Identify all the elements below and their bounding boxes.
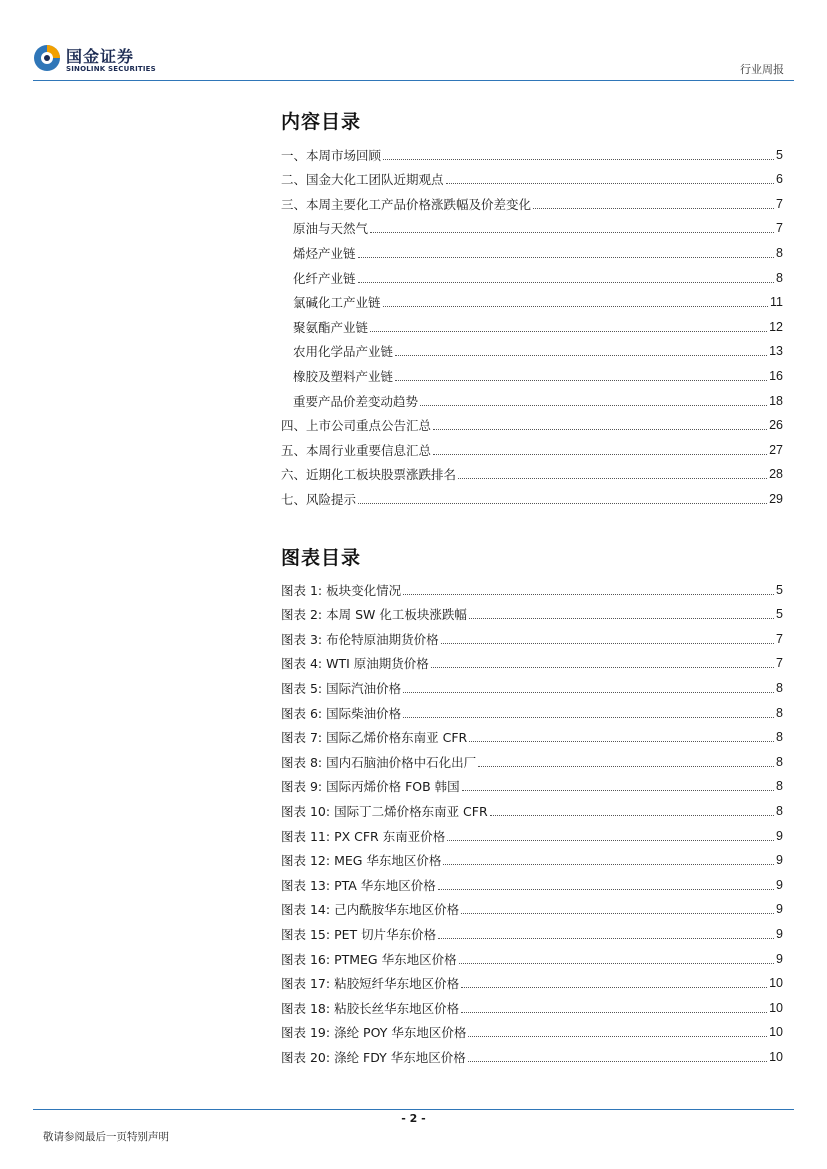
toc-entry-page: 8 <box>776 270 783 285</box>
dot-leader <box>469 740 774 742</box>
figure-entry[interactable] <box>281 794 783 819</box>
figure-entry-label: 图表 11: PX CFR 东南亚价格 <box>281 828 446 844</box>
figure-entry-page: 9 <box>776 853 783 868</box>
toc-entry-page: 12 <box>769 319 783 334</box>
figure-entry[interactable] <box>281 967 783 992</box>
figure-entry-label: 图表 20: 涤纶 FDY 华东地区价格 <box>281 1049 466 1065</box>
dot-leader <box>403 593 774 595</box>
figure-entry-label: 图表 10: 国际丁二烯价格东南亚 CFR <box>281 803 488 819</box>
dot-leader <box>441 642 774 644</box>
figure-entry[interactable] <box>281 942 783 967</box>
dot-leader <box>358 502 767 504</box>
toc-entry-page: 18 <box>769 393 783 408</box>
toc-entry[interactable] <box>281 187 783 212</box>
figure-entry-label: 图表 7: 国际乙烯价格东南亚 CFR <box>281 730 468 746</box>
figure-entry[interactable] <box>281 844 783 869</box>
toc-entry-label: 一、本周市场回顾 <box>281 147 382 163</box>
figure-entry[interactable] <box>281 598 783 623</box>
toc-list <box>281 138 783 507</box>
toc-entry-label: 烯烃产业链 <box>293 245 356 261</box>
figure-entry[interactable] <box>281 671 783 696</box>
figure-entry-label: 图表 2: 本周 SW 化工板块涨跌幅 <box>281 607 467 623</box>
toc-entry[interactable] <box>281 335 783 360</box>
dot-leader <box>478 765 774 767</box>
figure-entry[interactable] <box>281 1016 783 1041</box>
toc-entry-label: 四、上市公司重点公告汇总 <box>281 418 432 434</box>
dot-leader <box>383 158 774 160</box>
figure-entry-page: 9 <box>776 828 783 843</box>
dot-leader <box>370 330 767 332</box>
toc-entry-page: 7 <box>776 196 783 211</box>
dot-leader <box>358 281 775 283</box>
figure-entry[interactable] <box>281 696 783 721</box>
figure-entry-label: 图表 18: 粘胶长丝华东地区价格 <box>281 1000 460 1016</box>
toc-entry-page: 28 <box>769 467 783 482</box>
figures-list <box>281 573 783 1065</box>
figure-entry-label: 图表 8: 国内石脑油价格中石化出厂 <box>281 754 477 770</box>
logo-chinese-name: 国金证券 <box>66 47 135 66</box>
figure-entry-label: 图表 13: PTA 华东地区价格 <box>281 877 436 893</box>
toc-entry-label: 农用化学品产业链 <box>293 344 394 360</box>
figure-entry-label: 图表 1: 板块变化情况 <box>281 582 402 598</box>
figure-entry-page: 7 <box>776 631 783 646</box>
dot-leader <box>403 716 774 718</box>
figure-entry-page: 8 <box>776 705 783 720</box>
disclaimer-text: 敬请参阅最后一页特别声明 <box>43 1131 169 1143</box>
dot-leader <box>433 428 767 430</box>
toc-entry-page: 8 <box>776 245 783 260</box>
dot-leader <box>446 182 775 184</box>
toc-entry-label: 二、国金大化工团队近期观点 <box>281 172 444 188</box>
dot-leader <box>458 477 767 479</box>
figure-entry-page: 10 <box>769 1049 783 1064</box>
report-type-label: 行业周报 <box>740 63 784 76</box>
figure-entry[interactable] <box>281 819 783 844</box>
toc-entry-label: 聚氨酯产业链 <box>293 319 369 335</box>
toc-title: 内容目录 <box>281 111 362 133</box>
figure-entry-page: 10 <box>769 1000 783 1015</box>
toc-entry-label: 原油与天然气 <box>293 221 369 237</box>
dot-leader <box>461 986 767 988</box>
company-logo <box>33 44 158 78</box>
toc-entry-label: 六、近期化工板块股票涨跌排名 <box>281 467 457 483</box>
figure-entry-label: 图表 9: 国际丙烯价格 FOB 韩国 <box>281 779 460 795</box>
figure-entry-label: 图表 17: 粘胶短纤华东地区价格 <box>281 976 460 992</box>
page-number: - 2 - <box>401 1112 426 1125</box>
toc-entry-label: 橡胶及塑料产业链 <box>293 368 394 384</box>
dot-leader <box>533 207 774 209</box>
toc-entry-label: 七、风险提示 <box>281 491 357 507</box>
figure-entry-label: 图表 19: 涤纶 POY 华东地区价格 <box>281 1025 467 1041</box>
dot-leader <box>431 666 774 668</box>
figure-entry[interactable] <box>281 868 783 893</box>
figure-entry-page: 9 <box>776 877 783 892</box>
figure-entry-page: 10 <box>769 1025 783 1040</box>
toc-entry[interactable] <box>281 163 783 188</box>
dot-leader <box>461 912 774 914</box>
figure-entry[interactable] <box>281 770 783 795</box>
figure-entry-page: 5 <box>776 582 783 597</box>
figure-entry-label: 图表 15: PET 切片华东价格 <box>281 926 437 942</box>
dot-leader <box>395 354 767 356</box>
dot-leader <box>443 863 774 865</box>
figure-entry-page: 5 <box>776 607 783 622</box>
toc-entry[interactable] <box>281 458 783 483</box>
figure-entry[interactable] <box>281 647 783 672</box>
figure-entry-page: 9 <box>776 926 783 941</box>
dot-leader <box>420 404 767 406</box>
figure-entry-label: 图表 4: WTI 原油期货价格 <box>281 656 429 672</box>
toc-entry-label: 氯碱化工产业链 <box>293 295 381 311</box>
dot-leader <box>403 691 774 693</box>
toc-entry-page: 29 <box>769 491 783 506</box>
toc-entry[interactable] <box>281 409 783 434</box>
toc-entry[interactable] <box>281 261 783 286</box>
dot-leader <box>462 789 774 791</box>
dot-leader <box>447 839 774 841</box>
dot-leader <box>469 617 774 619</box>
figure-entry[interactable] <box>281 991 783 1016</box>
dot-leader <box>395 379 767 381</box>
toc-entry-label: 化纤产业链 <box>293 270 356 286</box>
dot-leader <box>358 256 775 258</box>
figure-entry-page: 7 <box>776 656 783 671</box>
dot-leader <box>433 453 767 455</box>
toc-entry[interactable] <box>281 359 783 384</box>
figure-entry[interactable] <box>281 573 783 598</box>
toc-entry-page: 11 <box>770 295 783 310</box>
footer-divider <box>33 1109 794 1110</box>
dot-leader <box>461 1011 767 1013</box>
figure-entry-label: 图表 14: 己内酰胺华东地区价格 <box>281 902 460 918</box>
figure-entry-page: 9 <box>776 902 783 917</box>
figure-entry-label: 图表 6: 国际柴油价格 <box>281 705 402 721</box>
dot-leader <box>468 1035 767 1037</box>
figure-entry-label: 图表 3: 布伦特原油期货价格 <box>281 631 439 647</box>
toc-entry[interactable] <box>281 286 783 311</box>
figure-entry-page: 9 <box>776 951 783 966</box>
toc-entry[interactable] <box>281 212 783 237</box>
dot-leader <box>370 231 774 233</box>
toc-entry[interactable] <box>281 310 783 335</box>
dot-leader <box>438 888 774 890</box>
page-header <box>0 0 827 85</box>
toc-entry-page: 6 <box>776 172 783 187</box>
dot-leader <box>383 305 769 307</box>
figure-entry-page: 10 <box>769 976 783 991</box>
figure-entry-page: 8 <box>776 730 783 745</box>
header-divider <box>33 80 794 81</box>
toc-entry-page: 13 <box>769 344 783 359</box>
figure-entry[interactable] <box>281 893 783 918</box>
toc-entry[interactable] <box>281 384 783 409</box>
toc-entry-label: 五、本周行业重要信息汇总 <box>281 442 432 458</box>
toc-entry-page: 5 <box>776 147 783 162</box>
dot-leader <box>490 814 774 816</box>
figure-entry[interactable] <box>281 1040 783 1065</box>
dot-leader <box>459 962 774 964</box>
toc-entry-page: 7 <box>776 221 783 236</box>
logo-english-name: SINOLINK SECURITIES <box>66 65 156 73</box>
toc-entry[interactable] <box>281 138 783 163</box>
figure-entry-page: 8 <box>776 680 783 695</box>
figure-entry-label: 图表 5: 国际汽油价格 <box>281 680 402 696</box>
toc-entry-label: 三、本周主要化工产品价格涨跌幅及价差变化 <box>281 196 532 212</box>
toc-entry-page: 16 <box>769 368 783 383</box>
figure-entry-page: 8 <box>776 803 783 818</box>
sinolink-logo-icon <box>33 44 61 72</box>
toc-entry[interactable] <box>281 482 783 507</box>
toc-entry[interactable] <box>281 236 783 261</box>
toc-entry-page: 26 <box>769 418 783 433</box>
figure-entry-page: 8 <box>776 779 783 794</box>
dot-leader <box>438 937 774 939</box>
figure-entry[interactable] <box>281 721 783 746</box>
figure-entry[interactable] <box>281 917 783 942</box>
toc-entry-page: 27 <box>769 442 783 457</box>
figure-entry-label: 图表 16: PTMEG 华东地区价格 <box>281 951 457 967</box>
toc-entry[interactable] <box>281 433 783 458</box>
figure-entry-label: 图表 12: MEG 华东地区价格 <box>281 853 442 869</box>
dot-leader <box>468 1060 767 1062</box>
toc-entry-label: 重要产品价差变动趋势 <box>293 393 419 409</box>
figure-entry[interactable] <box>281 745 783 770</box>
figure-entry-page: 8 <box>776 754 783 769</box>
figure-entry[interactable] <box>281 622 783 647</box>
figures-title: 图表目录 <box>281 547 362 569</box>
